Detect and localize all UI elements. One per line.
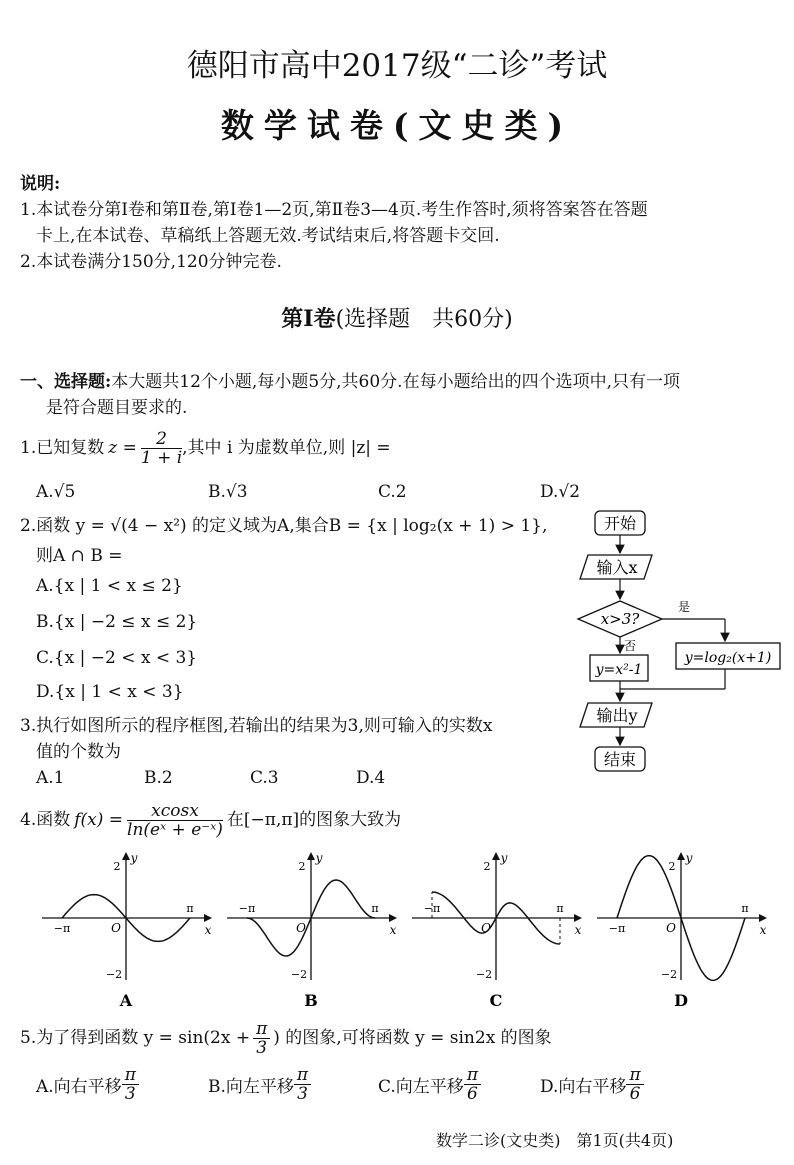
flow-output: 输出y: [596, 706, 638, 725]
section-title: [0, 302, 794, 333]
graph-c-tick-neg2: −2: [475, 968, 493, 981]
graph-d-origin: O: [666, 921, 676, 935]
graph-d-label: D: [674, 991, 688, 1010]
q5-option-d-den: 6: [629, 1084, 641, 1104]
q5-option-b-frac: [294, 1066, 311, 1103]
q3-option-b: B.2: [144, 768, 173, 788]
graph-a-tick-pi: π: [186, 902, 194, 915]
flow-input: 输入x: [596, 558, 638, 577]
section-title-strong: 第Ⅰ卷: [281, 306, 336, 332]
q4-prefix: 4.函数: [20, 810, 71, 830]
graph-b-y-label: y: [315, 851, 323, 865]
graph-b-tick-2: 2: [298, 860, 306, 873]
q5-option-b-text: B.向左平移: [208, 1077, 294, 1097]
instruction-1-line2: 卡上,在本试卷、草稿纸上答题无效.考试结束后,将答题卡交回.: [36, 226, 500, 246]
q5-option-a-text: A.向右平移: [36, 1077, 122, 1097]
flow-branch-yes: y=log₂(x+1): [684, 650, 772, 666]
q4-den: ln(eˣ + e⁻ˣ): [127, 819, 223, 840]
q5-num: π: [253, 1020, 270, 1039]
graph-c-origin: O: [481, 921, 491, 935]
graph-b-label: B: [304, 991, 318, 1010]
graph-a-y-arrow: [122, 852, 130, 860]
exam-subtitle: 数学试卷(文史类): [220, 106, 574, 145]
q4-graphs-svg: [36, 850, 776, 1010]
q3-line1: 3.执行如图所示的程序框图,若输出的结果为3,则可输入的实数x: [20, 716, 493, 736]
graph-d-tick-negpi: −π: [608, 922, 626, 935]
q1-prefix: 1.已知复数: [20, 438, 105, 458]
question-5: [20, 1014, 552, 1062]
q5-option-b-num: π: [294, 1066, 311, 1085]
graph-d-y-label: y: [685, 851, 693, 865]
q5-option-c-frac: [464, 1066, 481, 1103]
graph-a-origin: O: [111, 921, 121, 935]
q1-z: z =: [108, 438, 137, 458]
q4-graphs: [36, 850, 776, 1010]
q5-option-b: [208, 1066, 311, 1103]
graph-d-x-arrow: [759, 914, 767, 922]
q4-num: xcosx: [127, 802, 223, 821]
part1-text-line1: 本大题共12个小题,每小题5分,共60分.在每小题给出的四个选项中,只有一项: [111, 372, 680, 392]
q1-fraction: [141, 430, 182, 467]
q5-option-a-num: π: [122, 1066, 139, 1085]
q5-option-d-text: D.向右平移: [540, 1077, 627, 1097]
flow-yes: 是: [678, 600, 691, 614]
graph-c-x-arrow: [574, 914, 582, 922]
exam-title: 德阳市高中2017级“二诊”考试: [186, 48, 608, 84]
q5-option-a-den: 3: [124, 1084, 136, 1104]
graph-c-y-arrow: [492, 852, 500, 860]
q5-option-a-frac: [122, 1066, 139, 1103]
q5-prefix: 5.为了得到函数 y = sin(2x +: [20, 1028, 251, 1048]
instruction-2: 2.本试卷满分150分,120分钟完卷.: [20, 252, 282, 272]
page-footer: 数学二诊(文史类) 第1页(共4页): [436, 1131, 674, 1150]
q2-option-a: A.{x | 1 < x ≤ 2}: [36, 576, 183, 596]
graph-c-y-label: y: [500, 851, 508, 865]
graph-d-tick-neg2: −2: [660, 968, 678, 981]
graph-d-x-label: x: [759, 923, 767, 937]
q5-suffix: ) 的图象,可将函数 y = sin2x 的图象: [273, 1028, 552, 1048]
q1-num: 2: [141, 430, 182, 449]
graph-a-x-label: x: [204, 923, 212, 937]
q2-option-b: B.{x | −2 ≤ x ≤ 2}: [36, 612, 198, 632]
q2-option-d: D.{x | 1 < x < 3}: [36, 682, 184, 702]
instruction-1-line1: 1.本试卷分第Ⅰ卷和第Ⅱ卷,第Ⅰ卷1—2页,第Ⅱ卷3—4页.考生作答时,须将答案答在答题: [20, 200, 648, 220]
q5-option-c-num: π: [464, 1066, 481, 1085]
graph-c-x-label: x: [574, 923, 582, 937]
q4-fraction: [127, 802, 223, 839]
q1-option-c: C.2: [378, 482, 407, 502]
flow-start: 开始: [603, 514, 637, 533]
graph-c-label: C: [489, 991, 503, 1010]
graph-b-tick-negpi: −π: [238, 902, 256, 915]
q5-option-a: [36, 1066, 139, 1103]
flow-end: 结束: [603, 750, 637, 769]
q1-den: 1 + i: [140, 447, 183, 468]
graph-b-y-arrow: [307, 852, 315, 860]
graph-a-label: A: [119, 991, 133, 1010]
q3-option-d: D.4: [356, 768, 386, 788]
section-title-rest: (选择题 共60分): [335, 307, 513, 332]
graph-b-tick-pi: π: [371, 902, 379, 915]
graph-a-tick-2: 2: [113, 860, 121, 873]
graph-c-tick-negpi: −π: [423, 902, 441, 915]
q4-suffix: 在[−π,π]的图象大致为: [226, 810, 402, 830]
question-4: [20, 796, 401, 844]
flow-no: 否: [624, 639, 637, 653]
part1-label: 一、选择题:: [20, 372, 112, 392]
graph-b-origin: O: [296, 921, 306, 935]
q5-den: 3: [256, 1037, 268, 1058]
graph-a-y-label: y: [130, 851, 138, 865]
q5-option-c-den: 6: [466, 1084, 478, 1104]
graph-a-x-arrow: [204, 914, 212, 922]
q2-line2: 则A ∩ B =: [36, 546, 123, 566]
q1-suffix: ,其中 i 为虚数单位,则 |z| =: [182, 438, 391, 458]
flow-branch-no: y=x²-1: [595, 662, 643, 678]
part1-line1: [20, 370, 680, 394]
graph-d-tick-pi: π: [741, 902, 749, 915]
flow-condition: x>3?: [600, 610, 640, 628]
q3-option-c: C.3: [250, 768, 279, 788]
q3-line2: 值的个数为: [36, 742, 121, 762]
q3-option-a: A.1: [36, 768, 65, 788]
graph-c-tick-2: 2: [483, 860, 491, 873]
q2-line1: 2.函数 y = √(4 − x²) 的定义域为A,集合B = {x | log₂(x + 1) > 1},: [20, 516, 548, 536]
q5-option-d: [540, 1066, 644, 1103]
graph-a-tick-negpi: −π: [53, 922, 71, 935]
graph-b-x-arrow: [389, 914, 397, 922]
q5-option-d-num: π: [626, 1066, 643, 1085]
q1-option-a: A.√5: [36, 482, 76, 502]
graph-d-y-arrow: [677, 852, 685, 860]
q5-option-d-frac: [626, 1066, 643, 1103]
graph-d-tick-2: 2: [668, 860, 676, 873]
q5-fraction: [253, 1020, 270, 1057]
q1-option-b: B.√3: [208, 482, 248, 502]
q5-option-b-den: 3: [297, 1084, 308, 1104]
q4-fx: f(x) =: [74, 810, 124, 830]
q2-option-c: C.{x | −2 < x < 3}: [36, 648, 198, 668]
instructions-label: 说明:: [20, 174, 61, 194]
part1-line2: 是符合题目要求的.: [46, 398, 188, 418]
q5-option-c-text: C.向左平移: [378, 1077, 464, 1097]
graph-b-tick-neg2: −2: [290, 968, 308, 981]
graph-b-x-label: x: [389, 923, 397, 937]
q5-option-c: [378, 1066, 481, 1103]
flowchart: [570, 505, 785, 780]
graph-c-tick-pi: π: [556, 902, 564, 915]
graph-a-tick-neg2: −2: [105, 968, 123, 981]
question-1: [20, 424, 391, 472]
q1-option-d: D.√2: [540, 482, 581, 502]
